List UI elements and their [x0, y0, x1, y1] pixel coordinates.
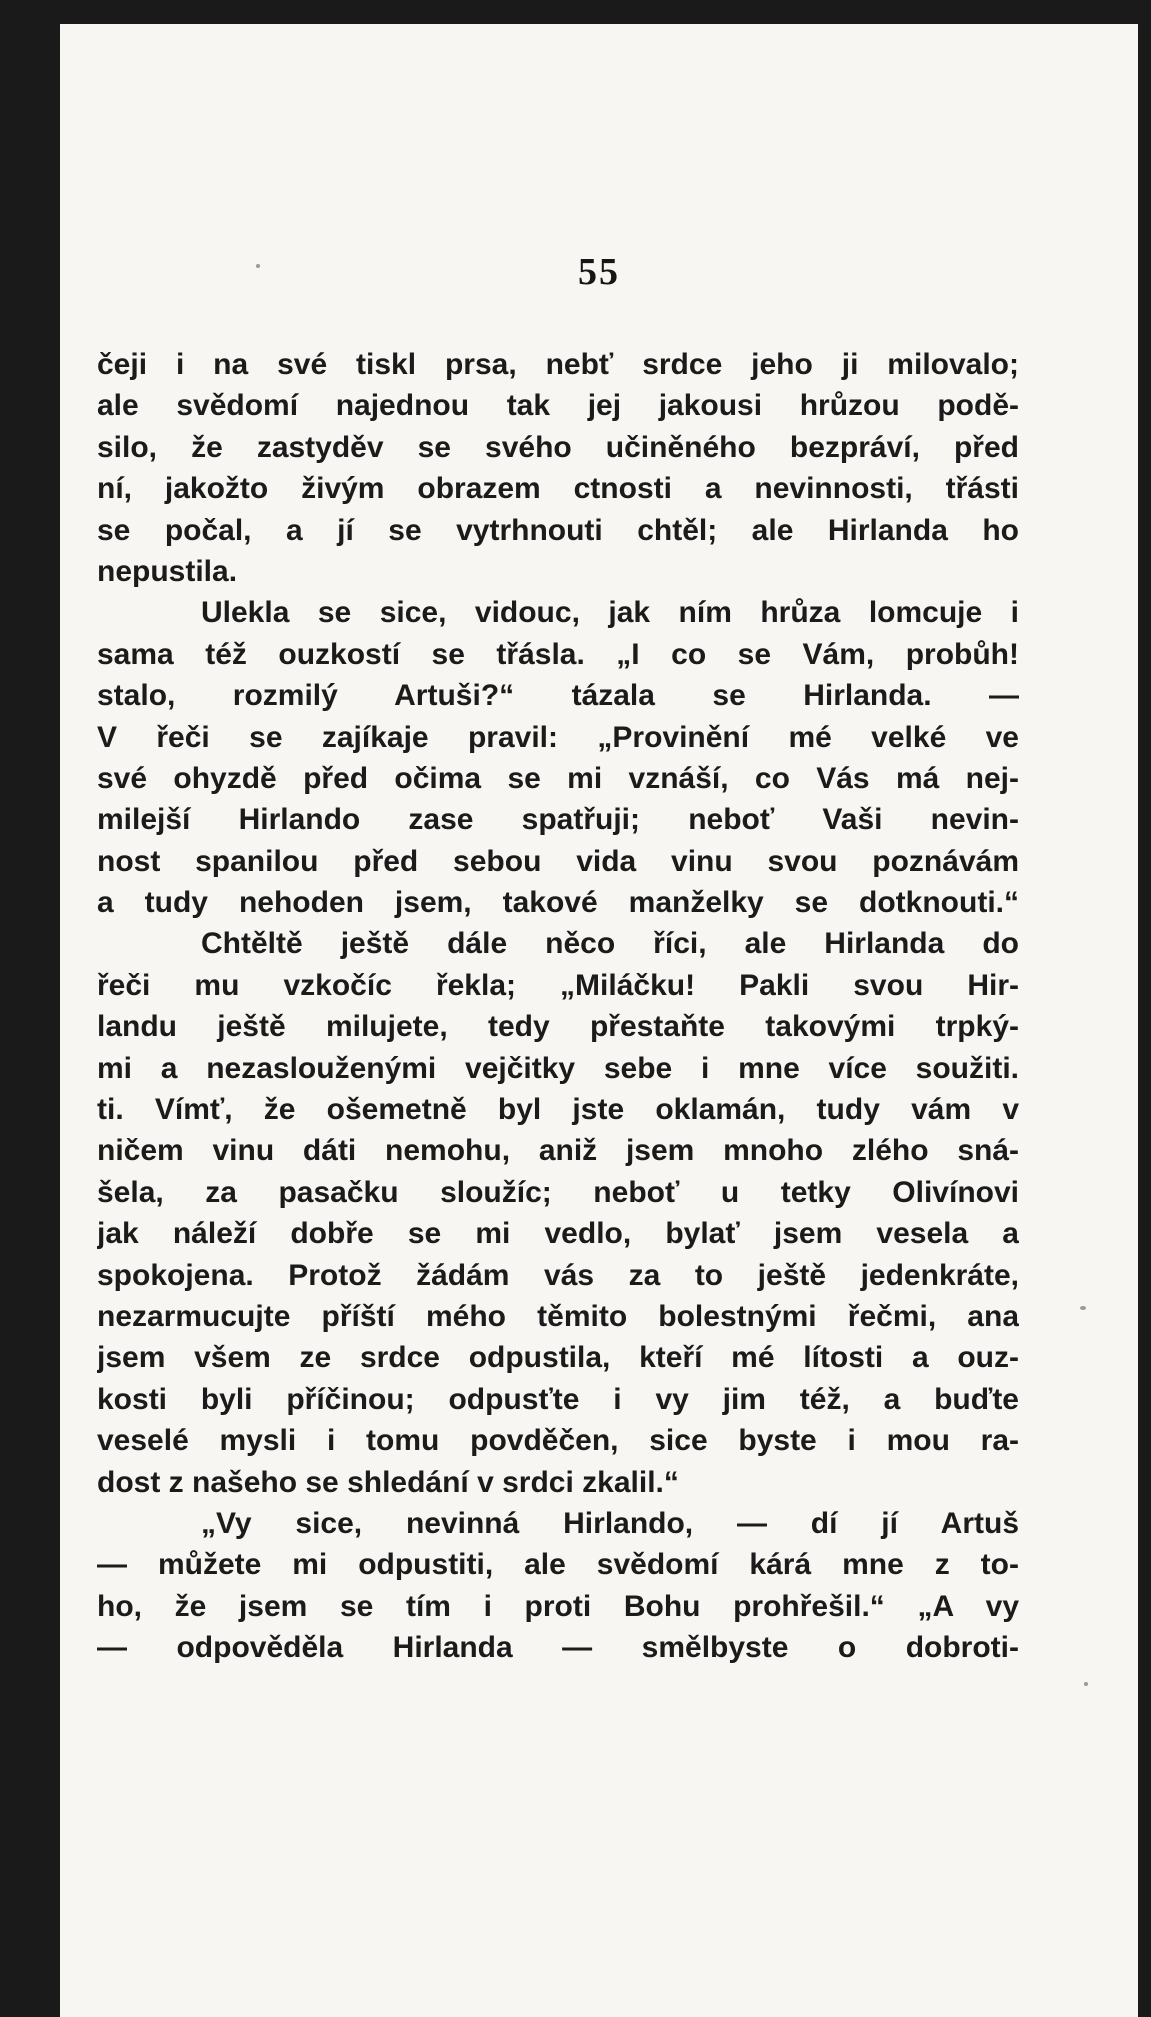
- text-line-9: stalo, rozmilý Artuši?“ tázala se Hirlanda. —: [97, 679, 1019, 713]
- text-line-7: Ulekla se sice, vidouc, jak ním hrůza lomcuje i: [201, 596, 1019, 630]
- text-line-16: řeči mu vzkočíc řekla; „Miláčku! Pakli svou Hir-: [97, 968, 1019, 1002]
- body-text: [97, 344, 1019, 1669]
- text-line-19: ti. Vímť, že ošemetně byl jste oklamán, tudy vám v: [97, 1093, 1019, 1127]
- text-line-6: nepustila.: [97, 554, 238, 588]
- text-line-23: spokojena. Protož žádám vás za to ještě jedenkráte,: [97, 1258, 1019, 1292]
- text-line-10: V řeči se zajíkaje pravil: „Provinění mé velké ve: [97, 720, 1019, 754]
- text-line-26: kosti byli příčinou; odpusťte i vy jim též, a buďte: [97, 1382, 1019, 1416]
- text-line-25: jsem všem ze srdce odpustila, kteří mé lítosti a ouz-: [97, 1341, 1019, 1375]
- paper-speck: [256, 264, 260, 268]
- text-line-15: Chtěltě ještě dále něco říci, ale Hirlanda do: [201, 927, 1019, 961]
- text-line-24: nezarmucujte příští mého těmito bolestnými řečmi, ana: [97, 1299, 1019, 1333]
- text-line-4: ní, jakožto živým obrazem ctnosti a nevinnosti, třásti: [97, 472, 1019, 506]
- paper-speck: [1084, 1682, 1088, 1686]
- text-line-2: ale svědomí najednou tak jej jakousi hrůzou podě-: [97, 389, 1019, 423]
- text-line-29: „Vy sice, nevinná Hirlando, — dí jí Artuš: [201, 1506, 1019, 1540]
- text-line-17: landu ještě milujete, tedy přestaňte takovými trpký-: [97, 1010, 1019, 1044]
- text-line-3: silo, že zastyděv se svého učiněného bezpráví, před: [97, 430, 1019, 464]
- paper-speck: [1080, 1306, 1086, 1310]
- text-line-22: jak náleží dobře se mi vedlo, bylať jsem vesela a: [97, 1217, 1019, 1251]
- text-line-21: šela, za pasačku sloužíc; neboť u tetky Olivínovi: [97, 1175, 1019, 1209]
- text-line-12: milejší Hirlando zase spatřuji; neboť Vaši nevin-: [97, 803, 1019, 837]
- text-line-32: — odpověděla Hirlanda — smělbyste o dobroti-: [97, 1631, 1019, 1665]
- text-line-18: mi a nezaslouženými vejčitky sebe i mne více soužiti.: [97, 1051, 1019, 1085]
- text-line-28: dost z našeho se shledání v srdci zkalil.“: [97, 1465, 679, 1499]
- text-line-11: své ohyzdě před očima se mi vznáší, co Vás má nej-: [97, 761, 1019, 795]
- text-line-13: nost spanilou před sebou vida vinu svou poznávám: [97, 844, 1019, 878]
- text-line-20: ničem vinu dáti nemohu, aniž jsem mnoho zlého sná-: [97, 1134, 1019, 1168]
- text-line-1: čeji i na své tiskl prsa, nebť srdce jeho ji milovalo;: [97, 348, 1019, 381]
- text-line-31: ho, že jsem se tím i proti Bohu prohřešil.“ „A vy: [97, 1589, 1019, 1623]
- text-line-30: — můžete mi odpustiti, ale svědomí kárá mne z to-: [97, 1548, 1019, 1582]
- text-line-14: a tudy nehoden jsem, takové manželky se dotknouti.“: [97, 886, 1019, 920]
- text-line-5: se počal, a jí se vytrhnouti chtěl; ale Hirlanda ho: [97, 513, 1019, 547]
- page-number: 55: [578, 251, 620, 293]
- page-paper: [60, 24, 1138, 2017]
- text-line-27: veselé mysli i tomu povděčen, sice byste i mou ra-: [97, 1424, 1019, 1458]
- text-line-8: sama též ouzkostí se třásla. „I co se Vám, probůh!: [97, 637, 1019, 671]
